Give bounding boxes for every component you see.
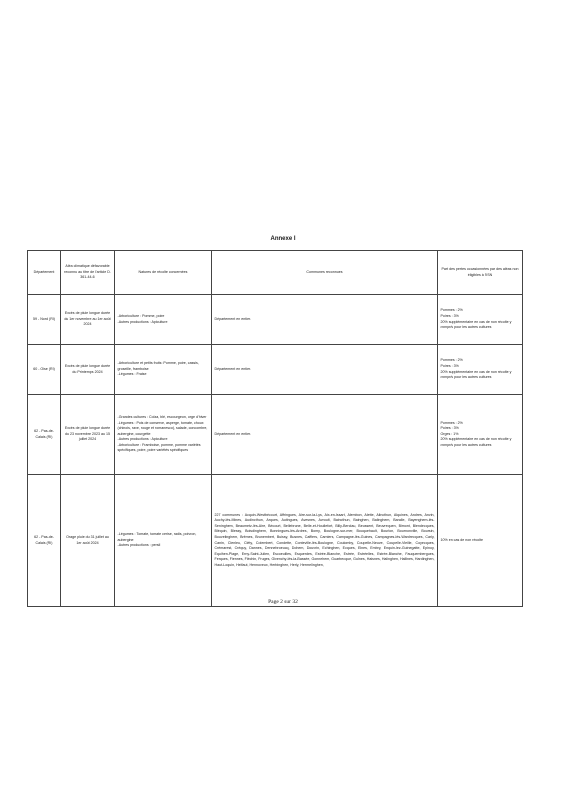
part-line: 10% en cas de non récolte: [440, 537, 484, 542]
cell-natures: [115, 345, 212, 395]
table-header-row: [28, 251, 523, 295]
natures-line: -Légumes : Pois de conserve, asperge, tomate, choux (chinois, rave, rouge et romanesco), salade, concombre, aubergine, courgette: [117, 420, 208, 436]
cell-departement: 62 - Pas-de-Calais (RI): [28, 395, 61, 475]
part-end: pour les autres cultures: [454, 325, 492, 330]
part-italic: compris: [440, 325, 454, 330]
cell-departement: 59 - Nord (RI): [28, 295, 61, 345]
part-line: 20% supplémentaire en cas de non récolte y: [440, 369, 512, 374]
cell-part: [438, 475, 523, 607]
header-departement: Département: [28, 251, 61, 295]
part-line: Orges : 1%: [440, 431, 459, 436]
natures-line: -Grandes cultures : Colza, blé, escourgeon, orge d'hiver: [117, 414, 207, 419]
natures-line: -Légumes : Fraise: [117, 372, 147, 377]
natures-line: -Arboriculture : Pomme, poire: [117, 313, 165, 318]
cell-part: [438, 345, 523, 395]
natures-line: -Autres productions : Apiculture: [117, 437, 168, 442]
header-part: Part des pertes occasionnées par des aléas non éligibles à l'ISN: [438, 251, 523, 295]
table-row: [28, 475, 523, 607]
part-italic: compris: [440, 442, 454, 447]
part-line: 20% supplémentaire en cas de non récolte y: [440, 437, 512, 442]
part-italic: compris: [440, 375, 454, 380]
table-row: [28, 345, 523, 395]
part-line: Poires : 3%: [440, 426, 459, 431]
part-line: Pommes : 2%: [440, 358, 463, 363]
natures-line: -Autres productions : persil: [117, 543, 161, 548]
cell-communes: Département en entier.: [212, 395, 438, 475]
page-footer: Page 2 sur 32: [268, 599, 298, 605]
part-line: 20% supplémentaire en cas de non récolte y: [440, 319, 512, 324]
cell-alea: Excès de pluie longue durée du 1er novembre au 1er août 2024: [61, 295, 115, 345]
part-line: Pommes : 2%: [440, 420, 463, 425]
cell-communes: 227 communes : Acquin-Westbécourt, Affringues, Aire-sur-la-Lys, Aix-en-Issart, Alembon, Alette, Alincthun, Alquines, Andres, Anvin, Auchy-lès-Mines, Audincthun, Arques, Autingues, Avesnes, Avroult, Baincthun, Bainghen, Balinghem, Baralle, Bayenghem-lès-Seninghem, Beaumetz-lès-Aire, Bécourt, Bellebrune, Belle-et-Houllefort, Billy-Berclau, Beussent, Beuvrequen, Bimont, Blendecques, Bléquin, Blessy, Boisdinghem, Bonningues-lès-Ardres, Bomy, Boulogne-sur-mer, Bouquehault, Bourlon, Bournonville, Boursin, Bouvelinghem, Brêmes, Brunembert, Buissy, Busnes, Caffiers, Carniers, Campagne-lès-Guines, Campagnes-lès-Wardrecques, Carly, Canin, Clenleu, Cléty, Colembert, Condette, Conteville-lès-Boulogne, Coulomby, Coupelle-Neuve, Coupelle-Vieille, Coyecques, Crémarest, Créquy, Dannes, Dennebroeucq, Dohem, Douvrin, Echinghen, Ecques, Elnes, Embry, Enquin-lez-Guinegatte, Epinoy, Equihen-Plage, Erny-Saint-Julien, Escoeuilles, Esquerdes, Estrée-Blanche, Estrée, Estréelles, Estrée-Blanche, Fauquembergues, Ferques, Fiennes, Fléchin, Fruges, Givenchy-lès-la-Bassée, Gonnehem, Guarbecque, Guînes, Haisnes, Halinghen, Hallines, Hardinghen, Haut-Loquin, Helfaut, Hennoveux, Herbinghen, Herly, Hermelinghen,: [212, 475, 438, 607]
cell-departement: 60 - Oise (RI): [28, 345, 61, 395]
cell-communes: Département en entier.: [212, 295, 438, 345]
part-line: Poires : 3%: [440, 363, 459, 368]
cell-natures: [115, 395, 212, 475]
cell-part: [438, 395, 523, 475]
page-title: Annexe I: [270, 236, 296, 242]
part-line: Poires : 3%: [440, 313, 459, 318]
cell-alea: Excès de pluie longue durée du Printemps 2024: [61, 345, 115, 395]
part-end: pour les autres cultures: [454, 375, 492, 380]
natures-line: -Légumes : Tomate, tomate cerise, radis, poivron, aubergine: [117, 532, 197, 542]
cell-departement: 62 - Pas-de-Calais (RI): [28, 475, 61, 607]
header-natures: Natures de récolte concernées: [115, 251, 212, 295]
header-alea: Aléa climatique défavorable reconnu au titre de l'article D. 361-44-6: [61, 251, 115, 295]
natures-line: -Autres productions : Apiculture: [117, 319, 168, 324]
part-end: pour les autres cultures: [454, 442, 492, 447]
cell-alea: Orage pluie du 31 juillet au 1er août 2024: [61, 475, 115, 607]
cell-communes: Département en entier.: [212, 345, 438, 395]
cell-natures: [115, 295, 212, 345]
cell-alea: Excès de pluie longue durée du 23 novembre 2023 au 15 juillet 2024: [61, 395, 115, 475]
natures-line: -Arboriculture : Framboise, pomme, pomme variétés spécifiques, poire, poire variétés spécifiques: [117, 442, 201, 453]
table-row: [28, 395, 523, 475]
natures-line: -Arboriculture et petits fruits: Pomme, poire, cassis, groseille, framboise: [117, 361, 199, 371]
table-row: [28, 295, 523, 345]
annex-table: [27, 250, 523, 607]
cell-natures: [115, 475, 212, 607]
header-communes: Communes reconnues: [212, 251, 438, 295]
cell-part: [438, 295, 523, 345]
part-line: Pommes : 2%: [440, 308, 463, 313]
